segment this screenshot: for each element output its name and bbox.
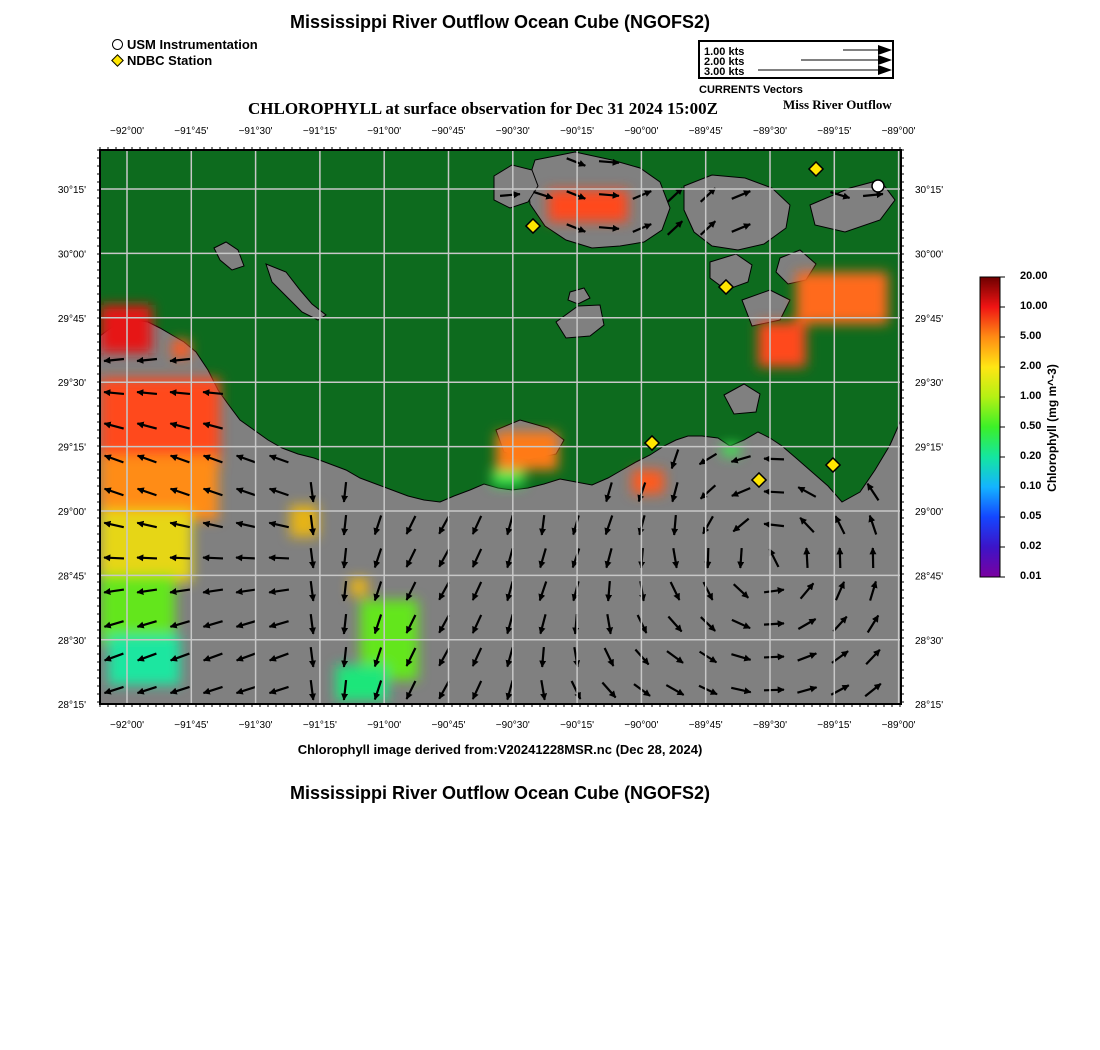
lon-label-bottom: −89°30'	[753, 720, 787, 731]
lat-label-left: 29°00'	[57, 507, 86, 518]
lat-label-left: 29°15'	[57, 442, 86, 454]
region-label: Miss River Outflow	[783, 97, 892, 112]
colorbar-label: 0.01	[1020, 570, 1042, 582]
lat-label-left: 30°15'	[57, 185, 86, 196]
lon-label-bottom: −89°00'	[881, 720, 916, 731]
colorbar-label: 0.05	[1020, 510, 1042, 522]
lon-label-top: −89°30'	[753, 126, 787, 137]
colorbar-label: 0.50	[1020, 420, 1042, 432]
lon-label-bottom: −91°30'	[238, 720, 273, 731]
lon-label-top: −91°00'	[367, 126, 402, 137]
colorbar-label: 0.10	[1020, 480, 1042, 492]
lon-label-top: −89°00'	[881, 126, 916, 137]
vector-key-label-1: 1.00 kts	[704, 46, 745, 58]
lat-labels-left	[58, 185, 86, 711]
lon-label-top: −91°45'	[174, 126, 209, 137]
page-title-bottom: Mississippi River Outflow Ocean Cube (NGOFS2)	[289, 783, 711, 803]
lon-label-top: −90°00'	[624, 126, 659, 137]
lon-labels-bottom	[110, 720, 916, 731]
lon-label-top: −89°45'	[688, 126, 723, 137]
lon-label-bottom: −90°45'	[431, 720, 466, 731]
lon-label-bottom: −90°00'	[624, 720, 659, 731]
lon-label-bottom: −91°45'	[174, 720, 209, 731]
vector-key-label-2: 2.00 kts	[704, 56, 745, 68]
lon-label-top: −91°30'	[238, 126, 273, 137]
lon-label-top: −91°15'	[302, 126, 337, 137]
lat-label-left: 29°30'	[57, 378, 86, 390]
lat-label-right: 30°00'	[915, 249, 944, 261]
lat-label-right: 28°15'	[915, 700, 944, 712]
lat-label-right: 29°00'	[915, 507, 944, 518]
colorbar-label: 2.00	[1020, 360, 1042, 372]
lat-labels-right	[915, 185, 943, 711]
lon-label-top: −90°30'	[495, 126, 530, 137]
lon-label-bottom: −89°45'	[688, 720, 723, 731]
vector-key-caption: CURRENTS Vectors	[699, 84, 803, 96]
lon-label-top: −92°00'	[110, 126, 144, 137]
colorbar-label: 1.00	[1020, 390, 1042, 402]
lon-label-bottom: −90°15'	[560, 720, 595, 731]
lat-label-left: 28°15'	[57, 700, 86, 712]
source-caption: Chlorophyll image derived from:V20241228MSR.nc (Dec 28, 2024)	[297, 742, 703, 757]
lat-label-right: 28°45'	[915, 571, 944, 583]
lon-label-bottom: −92°00'	[110, 720, 144, 731]
colorbar-title: Chlorophyll (mg m^-3)	[1045, 364, 1059, 492]
map-subtitle: CHLOROPHYLL at surface observation for Dec 31 2024 15:00Z	[248, 99, 718, 118]
lon-label-top: −90°15'	[560, 126, 595, 137]
lon-label-bottom: −89°15'	[817, 720, 852, 731]
lat-label-right: 29°15'	[915, 442, 944, 454]
vector-key-label-3: 3.00 kts	[704, 66, 745, 78]
lat-label-right: 30°15'	[915, 185, 944, 196]
lat-label-left: 28°45'	[57, 571, 86, 583]
lat-label-right: 28°30'	[915, 635, 944, 647]
lon-label-bottom: −90°30'	[495, 720, 530, 731]
colorbar-label: 20.00	[1020, 270, 1048, 282]
lon-labels-top	[110, 126, 916, 137]
colorbar-label: 5.00	[1020, 330, 1042, 342]
legend-ndbc-label: NDBC Station	[127, 53, 213, 68]
lon-label-bottom: −91°00'	[367, 720, 402, 731]
colorbar-label: 0.02	[1020, 540, 1042, 552]
lat-label-left: 28°30'	[57, 635, 86, 647]
colorbar	[980, 277, 1000, 577]
lon-label-top: −89°15'	[817, 126, 852, 137]
lat-label-left: 30°00'	[57, 249, 86, 261]
lat-label-right: 29°45'	[915, 313, 944, 325]
lat-label-right: 29°30'	[915, 378, 944, 390]
colorbar-label: 10.00	[1020, 300, 1048, 312]
legend-usm-label: USM Instrumentation	[127, 37, 258, 52]
usm-instrument-marker[interactable]	[872, 180, 884, 192]
page-title: Mississippi River Outflow Ocean Cube (NGOFS2)	[289, 12, 711, 32]
lon-label-bottom: −91°15'	[302, 720, 337, 731]
colorbar-ticks	[1000, 277, 1005, 577]
lat-label-left: 29°45'	[57, 313, 86, 325]
colorbar-label: 0.20	[1020, 450, 1042, 462]
lon-label-top: −90°45'	[431, 126, 466, 137]
